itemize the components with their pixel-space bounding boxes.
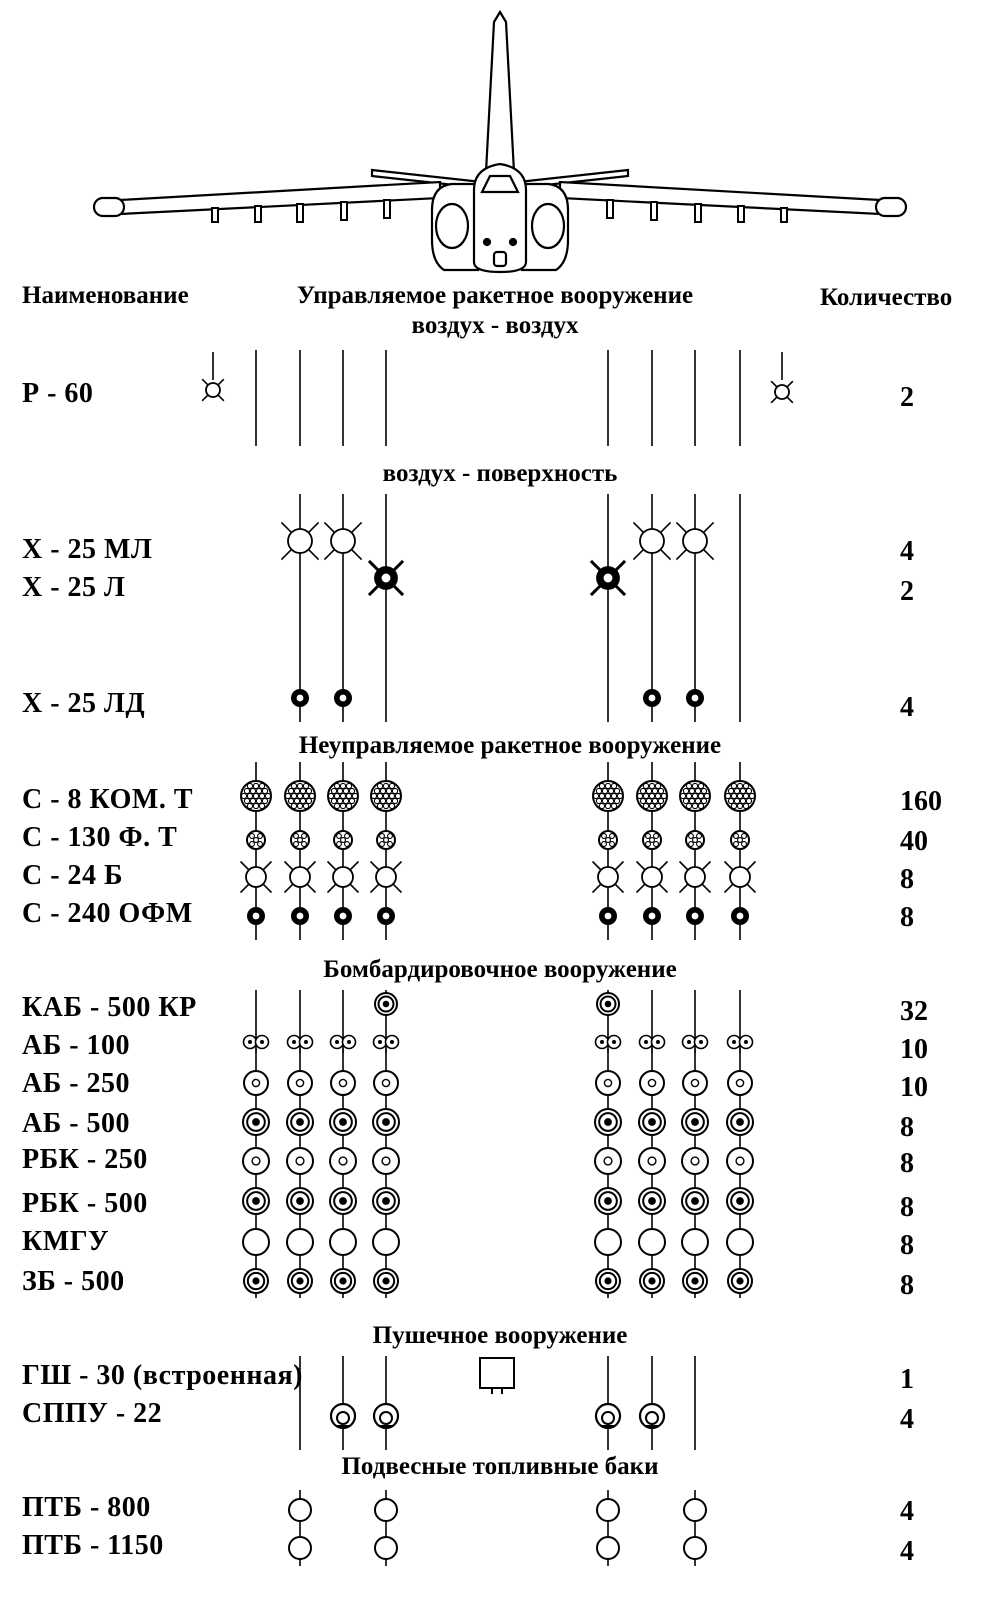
s240-symbol <box>731 907 749 925</box>
row-qty: 10 <box>900 1034 928 1065</box>
rbk250-symbol <box>639 1148 665 1174</box>
s130-symbol <box>377 831 395 849</box>
s130-symbol <box>291 831 309 849</box>
row-name: КМГУ <box>22 1226 110 1257</box>
s8-symbol <box>680 781 710 811</box>
row-qty: 4 <box>900 1404 914 1435</box>
ab500-symbol <box>682 1109 708 1135</box>
s130-symbol <box>686 831 704 849</box>
row-qty: 4 <box>900 1496 914 1527</box>
ab100-symbol <box>374 1036 399 1054</box>
zb500-symbol <box>596 1269 620 1293</box>
row-name: Р - 60 <box>22 378 94 409</box>
row-name: ГШ - 30 (встроенная) <box>22 1360 303 1391</box>
row-name: АБ - 500 <box>22 1108 131 1139</box>
kab500-symbol <box>375 993 397 1015</box>
ab250-symbol <box>640 1071 664 1095</box>
ab250-symbol <box>728 1071 752 1095</box>
section-air-to-air: воздух - воздух <box>411 312 579 339</box>
row-qty: 4 <box>900 1536 914 1567</box>
s240-symbol <box>686 907 704 925</box>
s8-symbol <box>328 781 358 811</box>
rbk500-symbol <box>727 1188 753 1214</box>
ptb1150-symbol <box>684 1537 706 1559</box>
sppu22-symbol <box>331 1404 355 1428</box>
ab500-symbol <box>595 1109 621 1135</box>
ptb800-symbol <box>684 1499 706 1521</box>
zb500-symbol <box>288 1269 312 1293</box>
kmgu-symbol <box>639 1229 665 1255</box>
kmgu-symbol <box>330 1229 356 1255</box>
row-qty: 1 <box>900 1364 914 1395</box>
ab100-symbol <box>331 1036 356 1054</box>
zb500-symbol <box>374 1269 398 1293</box>
row-name: ПТБ - 1150 <box>22 1530 164 1561</box>
s240-symbol <box>643 907 661 925</box>
s8-symbol <box>241 781 271 811</box>
s24-symbol <box>637 862 668 893</box>
x25ld-symbol <box>686 689 704 707</box>
s240-symbol <box>247 907 265 925</box>
ab500-symbol <box>727 1109 753 1135</box>
aircraft-front-view <box>94 12 906 272</box>
r60-symbol <box>771 381 793 403</box>
row-name: С - 24 Б <box>22 860 124 891</box>
row-name: ЗБ - 500 <box>22 1266 125 1297</box>
kmgu-symbol <box>727 1229 753 1255</box>
rbk500-symbol <box>595 1188 621 1214</box>
ab500-symbol <box>373 1109 399 1135</box>
ptb800-symbol <box>597 1499 619 1521</box>
section-guns: Пушечное вооружение <box>372 1322 628 1349</box>
rbk500-symbol <box>682 1188 708 1214</box>
s240-symbol <box>599 907 617 925</box>
r60-symbol <box>202 379 224 401</box>
ab500-symbol <box>243 1109 269 1135</box>
sppu22-symbol <box>596 1404 620 1428</box>
ab500-symbol <box>639 1109 665 1135</box>
ab250-symbol <box>596 1071 620 1095</box>
rbk500-symbol <box>639 1188 665 1214</box>
ab250-symbol <box>331 1071 355 1095</box>
ab250-symbol <box>374 1071 398 1095</box>
row-qty: 10 <box>900 1072 928 1103</box>
ptb1150-symbol <box>597 1537 619 1559</box>
column-header-quantity: Количество <box>820 284 953 311</box>
column-header-guided: Управляемое ракетное вооружение <box>296 282 694 309</box>
ab100-symbol <box>683 1036 708 1054</box>
rbk250-symbol <box>330 1148 356 1174</box>
row-name: С - 240 ОФМ <box>22 898 193 929</box>
row-name: РБК - 500 <box>22 1188 148 1219</box>
s24-symbol <box>285 862 316 893</box>
row-name: АБ - 250 <box>22 1068 131 1099</box>
kmgu-symbol <box>682 1229 708 1255</box>
rbk250-symbol <box>595 1148 621 1174</box>
ptb800-symbol <box>289 1499 311 1521</box>
ab100-symbol <box>288 1036 313 1054</box>
row-qty: 8 <box>900 1230 914 1261</box>
ab100-symbol <box>244 1036 269 1054</box>
ab250-symbol <box>244 1071 268 1095</box>
x25ld-symbol <box>334 689 352 707</box>
zb500-symbol <box>331 1269 355 1293</box>
s240-symbol <box>291 907 309 925</box>
row-name: АБ - 100 <box>22 1030 131 1061</box>
s8-symbol <box>593 781 623 811</box>
zb500-symbol <box>640 1269 664 1293</box>
gsh30-symbol <box>480 1358 514 1394</box>
rbk500-symbol <box>330 1188 356 1214</box>
s24-symbol <box>371 862 402 893</box>
row-name: Х - 25 ЛД <box>22 688 146 719</box>
s24-symbol <box>241 862 272 893</box>
row-qty: 40 <box>900 826 928 857</box>
s240-symbol <box>334 907 352 925</box>
s130-symbol <box>334 831 352 849</box>
zb500-symbol <box>728 1269 752 1293</box>
rbk250-symbol <box>727 1148 753 1174</box>
s130-symbol <box>247 831 265 849</box>
kmgu-symbol <box>595 1229 621 1255</box>
ptb1150-symbol <box>289 1537 311 1559</box>
row-qty: 2 <box>900 382 914 413</box>
rbk250-symbol <box>243 1148 269 1174</box>
row-qty: 8 <box>900 864 914 895</box>
s24-symbol <box>328 862 359 893</box>
section-unguided-rockets: Неуправляемое ракетное вооружение <box>298 732 722 759</box>
row-name: Х - 25 Л <box>22 572 126 603</box>
row-qty: 2 <box>900 576 914 607</box>
s130-symbol <box>731 831 749 849</box>
row-qty: 32 <box>900 996 928 1027</box>
ab100-symbol <box>640 1036 665 1054</box>
s130-symbol <box>599 831 617 849</box>
kab500-symbol <box>597 993 619 1015</box>
row-name: С - 130 Ф. Т <box>22 822 178 853</box>
rbk500-symbol <box>287 1188 313 1214</box>
kmgu-symbol <box>243 1229 269 1255</box>
section-bombs: Бомбардировочное вооружение <box>323 956 677 983</box>
s8-symbol <box>725 781 755 811</box>
section-fuel-tanks: Подвесные топливные баки <box>341 1453 659 1480</box>
row-qty: 8 <box>900 1148 914 1179</box>
ptb1150-symbol <box>375 1537 397 1559</box>
sppu22-symbol <box>374 1404 398 1428</box>
column-header-name: Наименование <box>22 282 189 309</box>
ab250-symbol <box>683 1071 707 1095</box>
rbk500-symbol <box>243 1188 269 1214</box>
row-name: ПТБ - 800 <box>22 1492 151 1523</box>
ab500-symbol <box>287 1109 313 1135</box>
x25ld-symbol <box>291 689 309 707</box>
s24-symbol <box>680 862 711 893</box>
row-name: КАБ - 500 КР <box>22 992 197 1023</box>
row-name: С - 8 КОМ. Т <box>22 784 194 815</box>
rbk250-symbol <box>287 1148 313 1174</box>
row-name: РБК - 250 <box>22 1144 148 1175</box>
section-air-to-surface: воздух - поверхность <box>382 460 618 487</box>
ab500-symbol <box>330 1109 356 1135</box>
ab100-symbol <box>596 1036 621 1054</box>
row-qty: 4 <box>900 536 914 567</box>
s24-symbol <box>593 862 624 893</box>
row-name: Х - 25 МЛ <box>22 534 153 565</box>
row-qty: 8 <box>900 1270 914 1301</box>
row-qty: 4 <box>900 692 914 723</box>
sppu22-symbol <box>640 1404 664 1428</box>
ptb800-symbol <box>375 1499 397 1521</box>
zb500-symbol <box>683 1269 707 1293</box>
s130-symbol <box>643 831 661 849</box>
s8-symbol <box>285 781 315 811</box>
row-qty: 8 <box>900 1112 914 1143</box>
s240-symbol <box>377 907 395 925</box>
rbk250-symbol <box>373 1148 399 1174</box>
s24-symbol <box>725 862 756 893</box>
row-qty: 160 <box>900 786 942 817</box>
row-qty: 8 <box>900 1192 914 1223</box>
ab100-symbol <box>728 1036 753 1054</box>
row-qty: 8 <box>900 902 914 933</box>
rbk250-symbol <box>682 1148 708 1174</box>
kmgu-symbol <box>287 1229 313 1255</box>
s8-symbol <box>371 781 401 811</box>
s8-symbol <box>637 781 667 811</box>
zb500-symbol <box>244 1269 268 1293</box>
row-name: СППУ - 22 <box>22 1398 163 1429</box>
rbk500-symbol <box>373 1188 399 1214</box>
kmgu-symbol <box>373 1229 399 1255</box>
ab250-symbol <box>288 1071 312 1095</box>
x25ld-symbol <box>643 689 661 707</box>
